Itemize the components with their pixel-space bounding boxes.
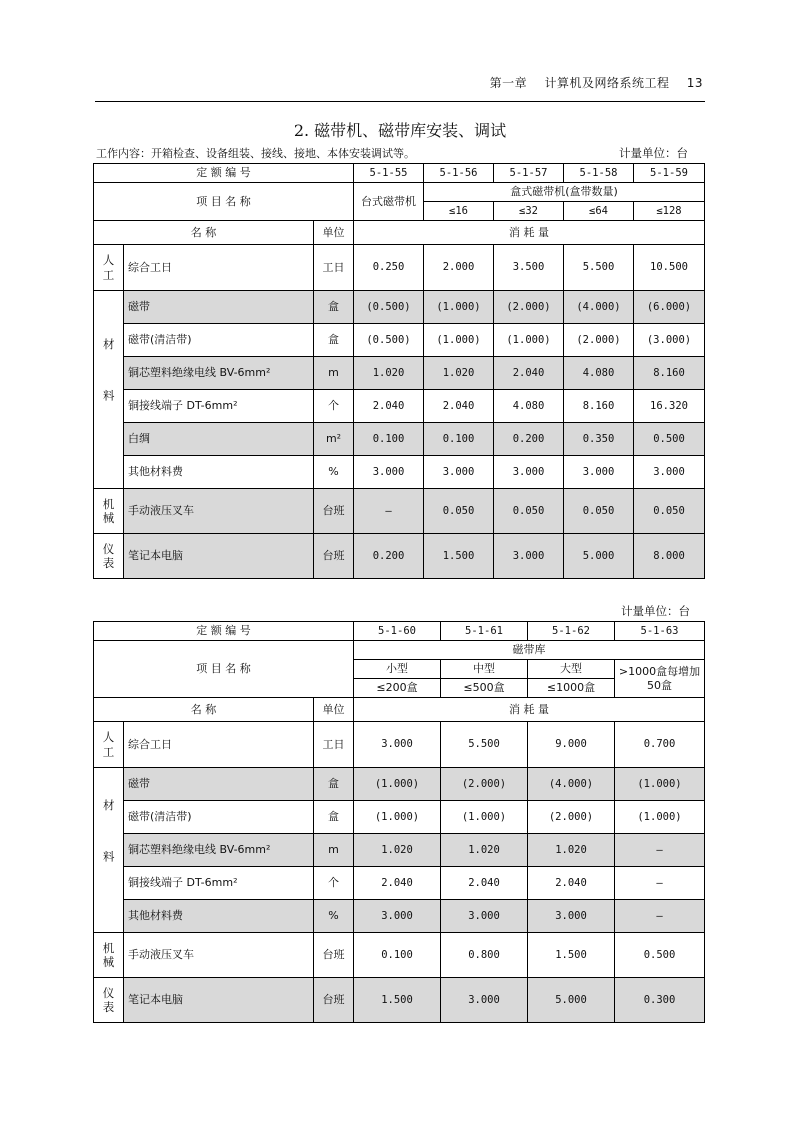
size-cell: 大型 — [528, 660, 615, 679]
code-cell: 5-1-60 — [354, 622, 441, 641]
row-unit: m — [314, 834, 354, 867]
quota-table-tape-drive — [93, 163, 705, 579]
value-cell: 3.000 — [424, 456, 494, 489]
sub-col: ≤128 — [634, 202, 705, 221]
row-unit: 工日 — [314, 245, 354, 291]
value-cell: 2.040 — [424, 390, 494, 423]
row-name: 其他材料费 — [124, 456, 314, 489]
table-row — [94, 978, 705, 1023]
value-cell: 0.350 — [564, 423, 634, 456]
value-cell: 0.100 — [354, 423, 424, 456]
value-cell: 5.500 — [441, 722, 528, 768]
table-row — [94, 456, 705, 489]
value-cell: 8.160 — [564, 390, 634, 423]
value-cell: 1.020 — [441, 834, 528, 867]
table-row — [94, 801, 705, 834]
capacity-cell: ≤500盒 — [441, 679, 528, 698]
row-unit: 盒 — [314, 291, 354, 324]
value-cell: 1.500 — [424, 534, 494, 579]
value-cell: 0.700 — [615, 722, 705, 768]
code-cell: 5-1-62 — [528, 622, 615, 641]
row-name: 磁带(清洁带) — [124, 324, 314, 357]
row-name: 磁带(清洁带) — [124, 801, 314, 834]
row-unit: 台班 — [314, 978, 354, 1023]
value-cell: 0.100 — [424, 423, 494, 456]
table-row — [94, 534, 705, 579]
name-label: 名 称 — [94, 698, 314, 722]
value-cell: 5.500 — [564, 245, 634, 291]
row-name: 手动液压叉车 — [124, 489, 314, 534]
category-machinery: 机械 — [94, 489, 124, 534]
value-cell: 4.080 — [564, 357, 634, 390]
value-cell: (2.000) — [494, 291, 564, 324]
consumption-label: 消 耗 量 — [354, 698, 705, 722]
category-material: 材料 — [94, 768, 124, 933]
consumption-label: 消 耗 量 — [354, 221, 705, 245]
extra-col-title: >1000盒每增加50盒 — [615, 660, 705, 698]
row-name: 铜接线端子 DT-6mm² — [124, 390, 314, 423]
value-cell: 0.200 — [354, 534, 424, 579]
row-name: 综合工日 — [124, 245, 314, 291]
size-cell: 小型 — [354, 660, 441, 679]
running-header — [96, 74, 703, 91]
group-title-library: 磁带库 — [354, 641, 705, 660]
code-row — [94, 622, 705, 641]
table-row — [94, 768, 705, 801]
item-name-label: 项 目 名 称 — [94, 641, 354, 698]
row-unit: m² — [314, 423, 354, 456]
row-unit: 台班 — [314, 489, 354, 534]
code-row — [94, 164, 705, 183]
value-cell: (0.500) — [354, 291, 424, 324]
value-cell: (3.000) — [634, 324, 705, 357]
value-cell: 2.040 — [494, 357, 564, 390]
row-unit: m — [314, 357, 354, 390]
table-row — [94, 423, 705, 456]
value-cell: — — [615, 867, 705, 900]
row-unit: 台班 — [314, 933, 354, 978]
header-row — [94, 641, 705, 660]
category-machinery: 机械 — [94, 933, 124, 978]
value-cell: 1.500 — [354, 978, 441, 1023]
quota-code-label: 定 额 编 号 — [94, 164, 354, 183]
group-title-cassette: 盒式磁带机(盒带数量) — [424, 183, 705, 202]
value-cell: 0.250 — [354, 245, 424, 291]
value-cell: 2.040 — [441, 867, 528, 900]
table-row — [94, 390, 705, 423]
table-row — [94, 291, 705, 324]
category-instrument: 仪表 — [94, 534, 124, 579]
value-cell: (4.000) — [564, 291, 634, 324]
header-row — [94, 183, 705, 202]
value-cell: (2.000) — [528, 801, 615, 834]
row-unit: 工日 — [314, 722, 354, 768]
value-cell: 2.040 — [354, 867, 441, 900]
category-instrument: 仪表 — [94, 978, 124, 1023]
row-name: 综合工日 — [124, 722, 314, 768]
table-row — [94, 324, 705, 357]
code-cell: 5-1-58 — [564, 164, 634, 183]
value-cell: 3.000 — [494, 534, 564, 579]
code-cell: 5-1-56 — [424, 164, 494, 183]
row-name: 手动液压叉车 — [124, 933, 314, 978]
section-title: 2. 磁带机、磁带库安装、调试 — [293, 121, 507, 140]
capacity-cell: ≤1000盒 — [528, 679, 615, 698]
value-cell: 0.100 — [354, 933, 441, 978]
value-cell: 3.000 — [441, 978, 528, 1023]
row-unit: 盒 — [314, 801, 354, 834]
value-cell: 0.050 — [634, 489, 705, 534]
code-cell: 5-1-63 — [615, 622, 705, 641]
value-cell: 8.160 — [634, 357, 705, 390]
quota-code-label: 定 额 编 号 — [94, 622, 354, 641]
sub-col: ≤32 — [494, 202, 564, 221]
value-cell: (1.000) — [354, 768, 441, 801]
value-cell: 0.200 — [494, 423, 564, 456]
row-unit: 盒 — [314, 324, 354, 357]
row-unit: 个 — [314, 867, 354, 900]
value-cell: (1.000) — [615, 801, 705, 834]
value-cell: 2.000 — [424, 245, 494, 291]
category-labor: 人工 — [94, 245, 124, 291]
row-unit: 台班 — [314, 534, 354, 579]
table1-body — [94, 245, 705, 579]
table-row — [94, 722, 705, 768]
column-header-row — [94, 221, 705, 245]
column-header-row — [94, 698, 705, 722]
sub-col: ≤16 — [424, 202, 494, 221]
row-unit: % — [314, 900, 354, 933]
item-name-label: 项 目 名 称 — [94, 183, 354, 221]
size-cell: 中型 — [441, 660, 528, 679]
row-name: 铜芯塑料绝缘电线 BV-6mm² — [124, 834, 314, 867]
value-cell: 0.500 — [634, 423, 705, 456]
value-cell: (1.000) — [494, 324, 564, 357]
value-cell: 0.050 — [424, 489, 494, 534]
value-cell: 3.500 — [494, 245, 564, 291]
value-cell: 1.020 — [424, 357, 494, 390]
row-name: 铜接线端子 DT-6mm² — [124, 867, 314, 900]
value-cell: (1.000) — [424, 324, 494, 357]
value-cell: (0.500) — [354, 324, 424, 357]
value-cell: 2.040 — [528, 867, 615, 900]
value-cell: 1.500 — [528, 933, 615, 978]
category-labor: 人工 — [94, 722, 124, 768]
value-cell: 4.080 — [494, 390, 564, 423]
header-rule — [95, 101, 705, 102]
value-cell: — — [354, 489, 424, 534]
row-name: 笔记本电脑 — [124, 534, 314, 579]
value-cell: (2.000) — [564, 324, 634, 357]
table-row — [94, 489, 705, 534]
page-number: 13 — [686, 76, 703, 90]
value-cell: 10.500 — [634, 245, 705, 291]
row-unit: 个 — [314, 390, 354, 423]
value-cell: 1.020 — [354, 357, 424, 390]
table-row — [94, 933, 705, 978]
category-material: 材料 — [94, 291, 124, 489]
value-cell: 2.040 — [354, 390, 424, 423]
value-cell: 5.000 — [564, 534, 634, 579]
value-cell: (1.000) — [424, 291, 494, 324]
code-cell: 5-1-55 — [354, 164, 424, 183]
value-cell: (2.000) — [441, 768, 528, 801]
value-cell: (1.000) — [354, 801, 441, 834]
value-cell: 5.000 — [528, 978, 615, 1023]
sub-col: ≤64 — [564, 202, 634, 221]
value-cell: 0.300 — [615, 978, 705, 1023]
value-cell: 16.320 — [634, 390, 705, 423]
value-cell: 0.500 — [615, 933, 705, 978]
quota-table-tape-library — [93, 621, 705, 1023]
unit-col-label: 单位 — [314, 221, 354, 245]
table-row — [94, 357, 705, 390]
code-cell: 5-1-61 — [441, 622, 528, 641]
value-cell: 1.020 — [528, 834, 615, 867]
unit-label-1: 计量单位：台 — [619, 146, 688, 160]
name-label: 名 称 — [94, 221, 314, 245]
row-name: 白绸 — [124, 423, 314, 456]
value-cell: 0.050 — [494, 489, 564, 534]
table-row — [94, 834, 705, 867]
value-cell: 3.000 — [528, 900, 615, 933]
table-row — [94, 867, 705, 900]
row-name: 其他材料费 — [124, 900, 314, 933]
value-cell: 9.000 — [528, 722, 615, 768]
row-name: 磁带 — [124, 768, 314, 801]
value-cell: 1.020 — [354, 834, 441, 867]
row-unit: 盒 — [314, 768, 354, 801]
table-row — [94, 245, 705, 291]
code-cell: 5-1-57 — [494, 164, 564, 183]
value-cell: (1.000) — [441, 801, 528, 834]
unit-label-2: 计量单位：台 — [621, 604, 690, 618]
value-cell: — — [615, 834, 705, 867]
row-unit: % — [314, 456, 354, 489]
value-cell: 0.050 — [564, 489, 634, 534]
code-cell: 5-1-59 — [634, 164, 705, 183]
value-cell: 3.000 — [354, 900, 441, 933]
value-cell: 8.000 — [634, 534, 705, 579]
value-cell: (6.000) — [634, 291, 705, 324]
value-cell: 3.000 — [354, 722, 441, 768]
value-cell: 0.800 — [441, 933, 528, 978]
chapter-label: 第一章 — [489, 76, 528, 90]
row-name: 铜芯塑料绝缘电线 BV-6mm² — [124, 357, 314, 390]
row-name: 磁带 — [124, 291, 314, 324]
col-title-desktop-tape: 台式磁带机 — [354, 183, 424, 221]
capacity-cell: ≤200盒 — [354, 679, 441, 698]
unit-col-label: 单位 — [314, 698, 354, 722]
table-row — [94, 900, 705, 933]
value-cell: 3.000 — [564, 456, 634, 489]
row-name: 笔记本电脑 — [124, 978, 314, 1023]
value-cell: (4.000) — [528, 768, 615, 801]
value-cell: 3.000 — [494, 456, 564, 489]
table2-body — [94, 722, 705, 1023]
value-cell: 3.000 — [441, 900, 528, 933]
value-cell: (1.000) — [615, 768, 705, 801]
chapter-title: 计算机及网络系统工程 — [544, 76, 670, 90]
value-cell: — — [615, 900, 705, 933]
work-content: 工作内容：开箱检查、设备组装、接线、接地、本体安装调试等。 — [96, 147, 415, 160]
value-cell: 3.000 — [634, 456, 705, 489]
value-cell: 3.000 — [354, 456, 424, 489]
